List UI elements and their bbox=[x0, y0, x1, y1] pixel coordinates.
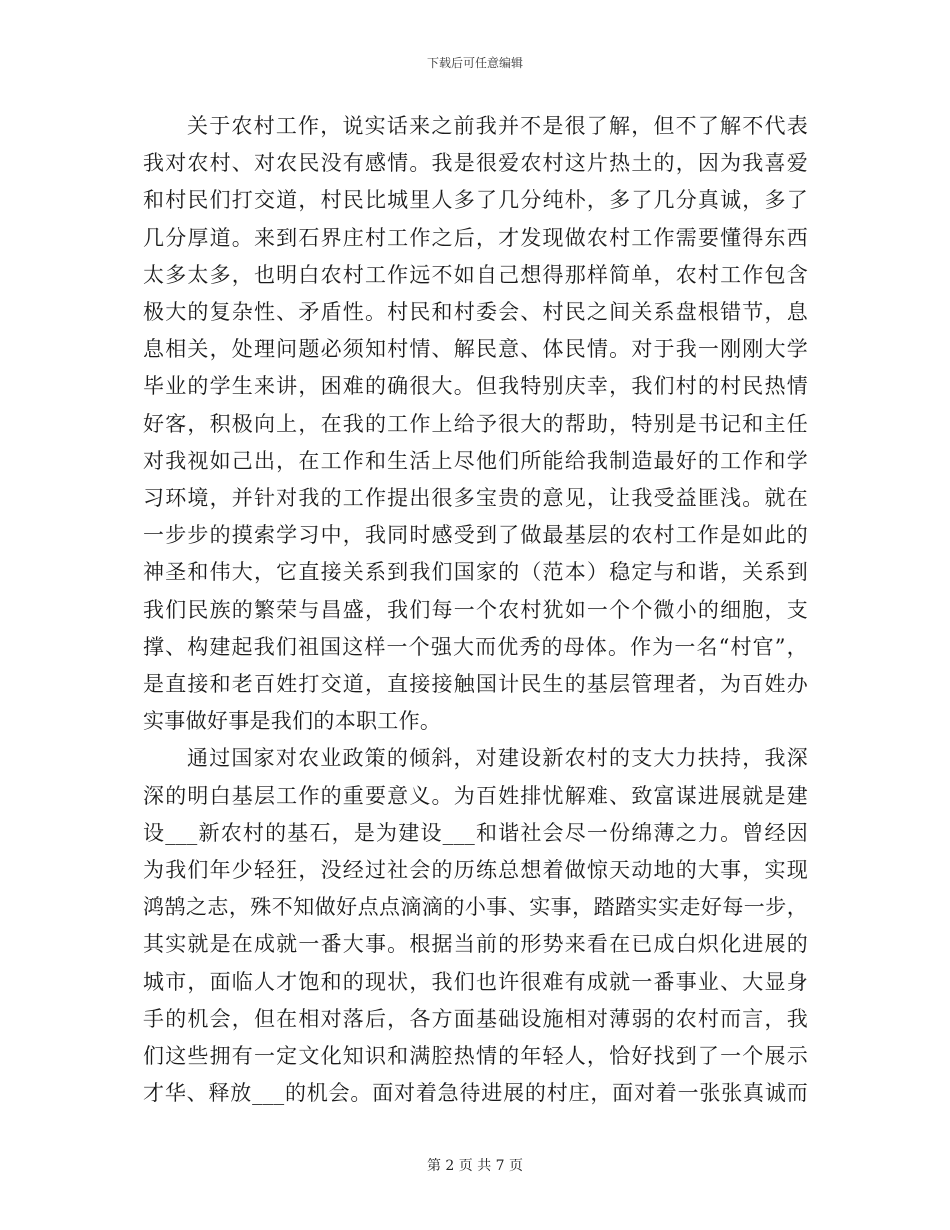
text-line: 极大的复杂性、矛盾性。村民和村委会、村民之间关系盘根错节，息 bbox=[143, 300, 808, 325]
text-line: 是直接和老百姓打交道，直接接触国计民生的基层管理者，为百姓办 bbox=[143, 672, 808, 697]
text-line: 和村民们打交道，村民比城里人多了几分纯朴，多了几分真诚，多了 bbox=[143, 188, 808, 213]
page-header-note: 下载后可任意编辑 bbox=[426, 56, 523, 70]
text-line: 息相关，处理问题必须知村情、解民意、体民情。对于我一刚刚大学 bbox=[143, 337, 808, 362]
text-line: 太多太多，也明白农村工作远不如自己想得那样简单，农村工作包含 bbox=[143, 262, 808, 287]
text-line: 手的机会，但在相对落后，各方面基础设施相对薄弱的农村而言，我 bbox=[143, 1006, 808, 1031]
text-line: 几分厚道。来到石界庄村工作之后，才发现做农村工作需要懂得东西 bbox=[143, 225, 808, 250]
text-line: 城市，面临人才饱和的现状，我们也许很难有成就一番事业、大显身 bbox=[143, 969, 808, 994]
text-line: 们这些拥有一定文化知识和满腔热情的年轻人，恰好找到了一个展示 bbox=[143, 1044, 808, 1069]
text-line: 通过国家对农业政策的倾斜，对建设新农村的支大力扶持，我深 bbox=[187, 746, 808, 771]
text-line: 一步步的摸索学习中，我同时感受到了做最基层的农村工作是如此的 bbox=[143, 523, 808, 548]
text-line: 我对农村、对农民没有感情。我是很爱农村这片热土的，因为我喜爱 bbox=[143, 151, 808, 176]
text-line: 我们民族的繁荣与昌盛，我们每一个农村犹如一个个微小的细胞，支 bbox=[143, 597, 808, 622]
text-line: 才华、释放___的机会。面对着急待进展的村庄，面对着一张张真诚而 bbox=[143, 1081, 808, 1106]
text-line: 深的明白基层工作的重要意义。为百姓排忧解难、致富谋进展就是建 bbox=[143, 783, 808, 808]
text-line: 神圣和伟大，它直接关系到我们国家的（范本）稳定与和谐，关系到 bbox=[143, 560, 808, 585]
text-line: 设___新农村的基石，是为建设___和谐社会尽一份绵薄之力。曾经因 bbox=[143, 820, 808, 845]
text-line: 习环境，并针对我的工作提出很多宝贵的意见，让我受益匪浅。就在 bbox=[143, 486, 808, 511]
text-line: 对我视如己出，在工作和生活上尽他们所能给我制造最好的工作和学 bbox=[143, 448, 808, 473]
text-line: 好客，积极向上，在我的工作上给予很大的帮助，特别是书记和主任 bbox=[143, 411, 808, 436]
text-line: 毕业的学生来讲，困难的确很大。但我特别庆幸，我们村的村民热情 bbox=[143, 374, 808, 399]
paragraph-1 bbox=[143, 108, 808, 740]
paragraph-2 bbox=[143, 740, 808, 1112]
text-line: 其实就是在成就一番大事。根据当前的形势来看在已成白炽化进展的 bbox=[143, 932, 808, 957]
text-line: 鸿鹄之志，殊不知做好点点滴滴的小事、实事，踏踏实实走好每一步， bbox=[143, 895, 808, 920]
text-line: 关于农村工作，说实话来之前我并不是很了解，但不了解不代表 bbox=[187, 114, 808, 138]
page-number: 第 2 页 共 7 页 bbox=[426, 1158, 524, 1174]
text-line: 为我们年少轻狂，没经过社会的历练总想着做惊天动地的大事，实现 bbox=[143, 858, 808, 883]
document-body bbox=[143, 108, 808, 1112]
text-line: 实事做好事是我们的本职工作。 bbox=[143, 709, 442, 734]
text-line: 撑、构建起我们祖国这样一个强大而优秀的母体。作为一名“村官”， bbox=[143, 634, 808, 659]
